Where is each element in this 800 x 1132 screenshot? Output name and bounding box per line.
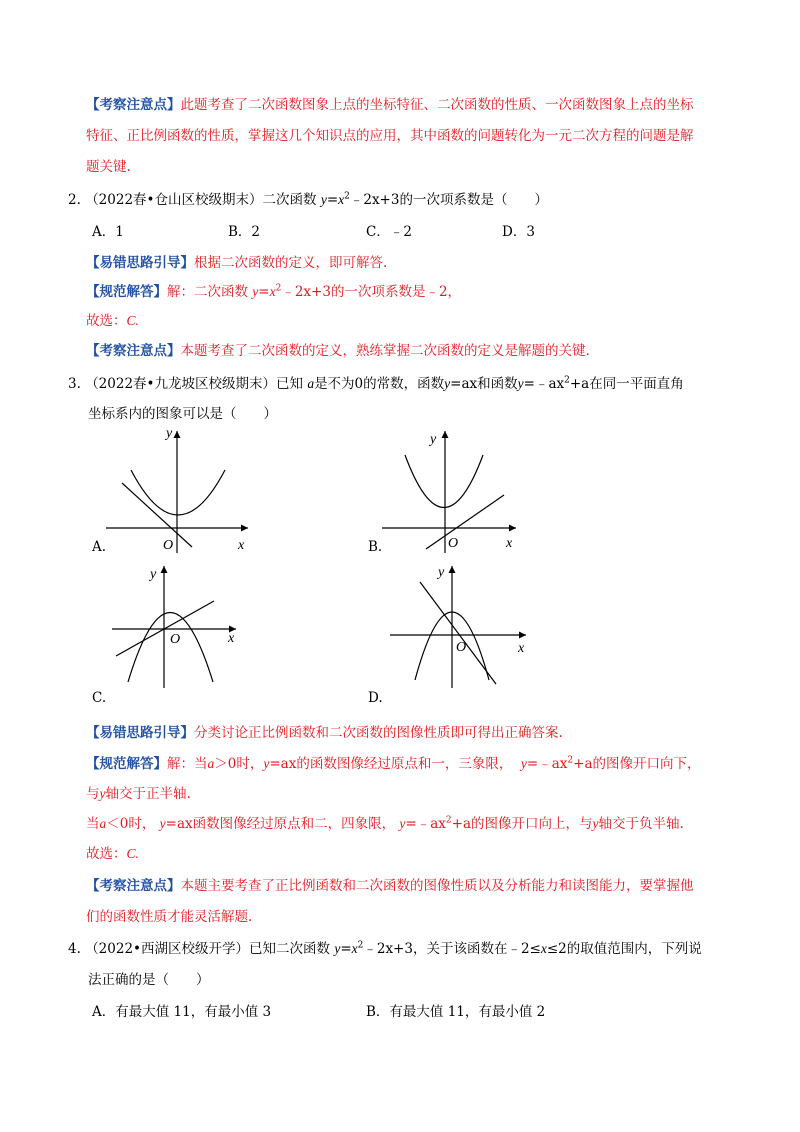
graph-a-x-label: x	[238, 538, 245, 553]
q4-stem-line2: 法正确的是（ ）	[88, 972, 210, 988]
q1-note-line1: 【考察注意点】此题考查了二次函数图象上点的坐标特征、二次函数的性质、一次函数图象上点的坐标	[86, 97, 694, 113]
q2-stem: 2. （2022春•仓山区校级期末）二次函数 $y=x^2﹣2x+3$的一次项系数是（ ）	[68, 191, 548, 208]
q3-hint: 【易错思路引导】分类讨论正比例函数和二次函数的图像性质即可得出正确答案.	[86, 725, 563, 741]
graph-b-x-label: x	[506, 536, 513, 551]
graph-c-origin: O	[170, 632, 181, 647]
q4-option-a: A．有最大值 11，有最小值 3	[92, 1004, 272, 1020]
graph-d-y-label: y	[438, 565, 445, 580]
graph-c-x-label: x	[228, 631, 235, 646]
q2-answer: 【规范解答】解：二次函数 $y=x^2﹣2x+3$的一次项系数是﹣2，	[86, 283, 462, 300]
q3-stem-line1: 3. （2022春•九龙坡区校级期末）已知 a是不为0的常数，函数y=ax和函数$y=﹣ax^2+a$在同一平面直角	[68, 375, 684, 392]
graph-a-y-label: y	[166, 426, 173, 441]
q1-note-line3: 题关键.	[86, 159, 131, 175]
q2-option-b: B．2	[228, 224, 261, 240]
label-d: D.	[368, 690, 383, 706]
q3-answer-line2: 与y轴交于正半轴.	[86, 786, 191, 802]
q3-stem-line2: 坐标系内的图象可以是（ ）	[88, 406, 277, 422]
q3-note-line2: 们的函数性质才能灵活解题.	[86, 909, 253, 925]
q3-note-line1: 【考察注意点】本题主要考查了正比例函数和二次函数的图像性质以及分析能力和读图能力，要掌握他	[86, 878, 694, 894]
graph-c-parabola	[128, 613, 213, 683]
q4-option-b: B．有最大值 11，有最小值 2	[366, 1004, 546, 1020]
q2-option-c: C．﹣2	[366, 224, 412, 240]
q4-stem-line1: 4. （2022•西湖区校级开学）已知二次函数 $y=x^2﹣2x+3$，关于该函数在﹣2≤x≤2的取值范围内，下列说	[68, 940, 702, 957]
label-a: A.	[92, 539, 107, 555]
graph-b-line	[426, 495, 504, 549]
q2-option-d: D．3	[502, 224, 535, 240]
graph-d-origin: O	[456, 640, 467, 655]
graph-b	[378, 425, 538, 555]
q3-answer-line1: 【规范解答】解：当a＞0时，y=ax的函数图像经过原点和一，三象限， $y=﹣ax^2+a$的图像开口向下，	[86, 755, 701, 772]
label-b: B.	[368, 539, 383, 555]
graph-d	[378, 560, 538, 690]
graph-a-origin: O	[163, 538, 174, 553]
graph-a-parabola	[131, 470, 225, 515]
graph-a	[100, 425, 260, 555]
graph-c-y-label: y	[150, 567, 157, 582]
graph-d-x-label: x	[518, 641, 525, 656]
q2-note: 【考察注意点】本题考查了二次函数的定义，熟练掌握二次函数的定义是解题的关键.	[86, 343, 590, 359]
q3-answer-line3: 当a＜0时， y=ax函数图像经过原点和二，四象限， $y=﹣ax^2+a$的图像开口向上，与y轴交于负半轴.	[86, 815, 684, 832]
label-c: C.	[92, 690, 107, 706]
q1-note-tag: 【考察注意点】	[86, 97, 181, 113]
graph-b-origin: O	[448, 536, 459, 551]
graph-b-parabola	[405, 455, 483, 508]
q2-choose: 故选：C.	[86, 313, 139, 329]
graph-c	[100, 560, 260, 690]
q2-option-a: A．1	[92, 224, 124, 240]
q3-choose: 故选：C.	[86, 846, 139, 862]
q2-hint: 【易错思路引导】根据二次函数的定义，即可解答.	[86, 255, 388, 271]
q1-note-line2: 特征、正比例函数的性质，掌握这几个知识点的应用，其中函数的问题转化为一元二次方程的问题是解	[86, 128, 694, 144]
graph-b-y-label: y	[430, 432, 437, 447]
